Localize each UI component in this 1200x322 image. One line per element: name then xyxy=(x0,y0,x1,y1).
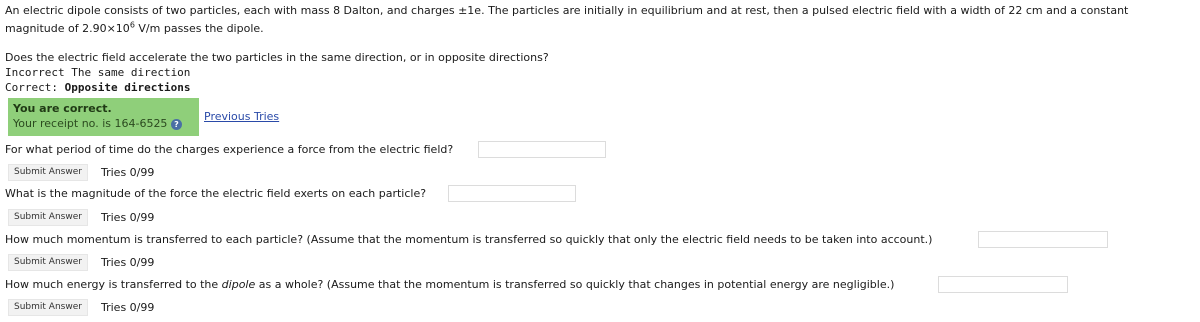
tries-counter: Tries 0/99 xyxy=(101,166,155,179)
help-icon[interactable]: ? xyxy=(171,119,182,130)
answer-input-momentum[interactable] xyxy=(978,231,1108,248)
correct-answer-line xyxy=(5,80,549,95)
problem-text-line1: An electric dipole consists of two particles, each with mass 8 Dalton, and charges ±1e. The particles are initially in equilibrium and at rest, then a pulsed electric field with a width of 22 cm and a constant xyxy=(5,4,1129,17)
question-energy-prompt xyxy=(5,277,894,292)
problem-text-line2-prefix: magnitude of 2.90×10 xyxy=(5,22,130,35)
receipt-text: Your receipt no. is 164-6525 xyxy=(13,117,168,130)
incorrect-answer-line: Incorrect The same direction xyxy=(5,66,191,79)
tries-counter: Tries 0/99 xyxy=(101,256,155,269)
question-direction xyxy=(5,50,549,95)
tries-counter: Tries 0/99 xyxy=(101,301,155,314)
question-duration-prompt: For what period of time do the charges experience a force from the electric field? xyxy=(5,143,454,156)
question-force-prompt: What is the magnitude of the force the electric field exerts on each particle? xyxy=(5,187,427,200)
previous-tries-link[interactable]: Previous Tries xyxy=(204,110,280,123)
submit-answer-button[interactable]: Submit Answer xyxy=(8,299,88,316)
problem-statement xyxy=(5,2,1193,38)
exponent: 6 xyxy=(129,20,135,30)
submit-answer-button[interactable]: Submit Answer xyxy=(8,164,88,181)
receipt-line xyxy=(13,116,194,131)
correct-answer: Opposite directions xyxy=(64,81,191,94)
submit-answer-button[interactable]: Submit Answer xyxy=(8,209,88,226)
question-direction-prompt: Does the electric field accelerate the two particles in the same direction, or in opposite directions? xyxy=(5,51,549,64)
submit-answer-button[interactable]: Submit Answer xyxy=(8,254,88,271)
problem-text-line2-suffix: V/m passes the dipole. xyxy=(134,22,264,35)
answer-input-energy[interactable] xyxy=(938,276,1068,293)
correct-feedback-box xyxy=(8,98,199,136)
answer-input-force[interactable] xyxy=(448,185,576,202)
prompt-text: How much energy is transferred to the xyxy=(5,278,222,291)
feedback-title: You are correct. xyxy=(13,102,112,115)
prompt-emphasis: dipole xyxy=(221,278,256,291)
question-momentum-prompt: How much momentum is transferred to each particle? (Assume that the momentum is transferred so quickly that only the electric field needs to be taken into account.) xyxy=(5,233,933,246)
tries-counter: Tries 0/99 xyxy=(101,211,155,224)
answer-input-duration[interactable] xyxy=(478,141,606,158)
prompt-text: as a whole? (Assume that the momentum is transferred so quickly that changes in potential energy are negligible.) xyxy=(255,278,895,291)
correct-prefix: Correct: xyxy=(5,81,65,94)
